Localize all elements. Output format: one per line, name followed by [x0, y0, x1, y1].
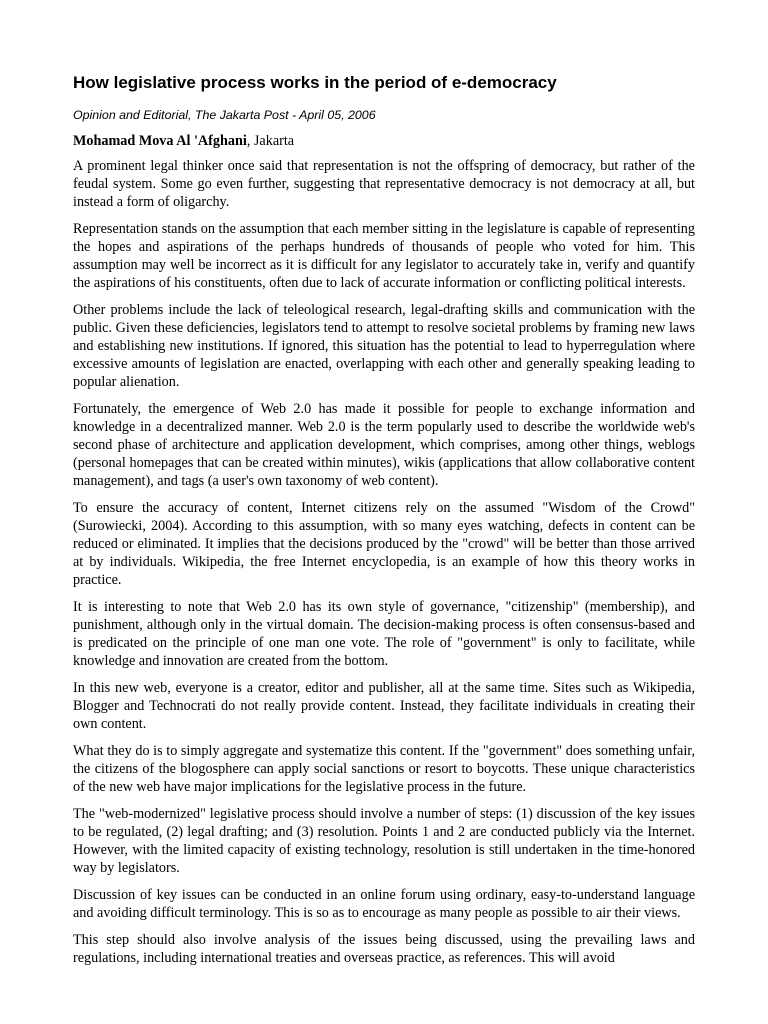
author-line	[73, 132, 695, 150]
paragraph-2: Representation stands on the assumption that each member sitting in the legislature is capable of representing the hopes and aspirations of the perhaps hundreds of thousands of people who voted for him. This assumption may well be incorrect as it is difficult for any legislator to accurately take in, verify and quantify the aspirations of his constituents, often due to lack of accurate information or conflicting political interests.	[73, 221, 695, 291]
paragraph-7: In this new web, everyone is a creator, editor and publisher, all at the same time. Sites such as Wikipedia, Blogger and Technocrati do not really provide content. Instead, they facilitate individuals in creating their own content.	[73, 680, 695, 732]
article-title: How legislative process works in the period of e-democracy	[73, 73, 557, 92]
paragraph-3: Other problems include the lack of teleological research, legal-drafting skills and communication with the public. Given these deficiencies, legislators tend to attempt to resolve societal problems by framing new laws and establishing new institutions. If ignored, this situation has the potential to lead to hyperregulation where excessive amounts of legislation are enacted, overlapping with each other and generally speaking leading to popular alienation.	[73, 302, 695, 390]
article	[73, 71, 695, 976]
paragraph-4: Fortunately, the emergence of Web 2.0 has made it possible for people to exchange information and knowledge in a decentralized manner. Web 2.0 is the term popularly used to describe the worldwide web's second phase of architecture and application development, which comprises, among other things, weblogs (personal homepages that can be created within minutes), wikis (applications that allow collaborative content management), and tags (a user's own taxonomy of web content).	[73, 401, 695, 489]
author-location: , Jakarta	[246, 133, 295, 149]
paragraph-10: Discussion of key issues can be conducted in an online forum using ordinary, easy-to-understand language and avoiding difficult terminology. This is so as to encourage as many people as possible to air their views.	[73, 887, 695, 921]
article-byline: Opinion and Editorial, The Jakarta Post - April 05, 2006	[73, 108, 376, 122]
paragraph-1: A prominent legal thinker once said that representation is not the offspring of democracy, but rather of the feudal system. Some go even further, suggesting that representative democracy is not democracy at all, but instead a form of oligarchy.	[73, 158, 695, 210]
paragraph-9: The "web-modernized" legislative process should involve a number of steps: (1) discussion of the key issues to be regulated, (2) legal drafting; and (3) resolution. Points 1 and 2 are conducted publicly via the Internet. However, with the limited capacity of existing technology, resolution is still undertaken in the time-honored way by legislators.	[73, 806, 695, 876]
paragraph-8: What they do is to simply aggregate and systematize this content. If the "government" does something unfair, the citizens of the blogosphere can apply social sanctions or resort to boycotts. These unique characteristics of the new web have major implications for the legislative process in the future.	[73, 743, 695, 795]
paragraph-11: This step should also involve analysis of the issues being discussed, using the prevailing laws and regulations, including international treaties and overseas practice, as references. This will avoid	[73, 932, 695, 966]
paragraph-6: It is interesting to note that Web 2.0 has its own style of governance, "citizenship" (membership), and punishment, although only in the virtual domain. The decision-making process is often consensus-based and is predicated on the principle of one man one vote. The role of "government" is only to facilitate, while knowledge and innovation are created from the bottom.	[73, 599, 695, 669]
paragraph-5: To ensure the accuracy of content, Internet citizens rely on the assumed "Wisdom of the Crowd" (Surowiecki, 2004). According to this assumption, with so many eyes watching, defects in content can be reduced or eliminated. It implies that the decisions produced by the "crowd" will be better than those arrived at by individuals. Wikipedia, the free Internet encyclopedia, is an example of how this theory works in practice.	[73, 500, 695, 588]
author-name: Mohamad Mova Al 'Afghani	[73, 133, 247, 149]
